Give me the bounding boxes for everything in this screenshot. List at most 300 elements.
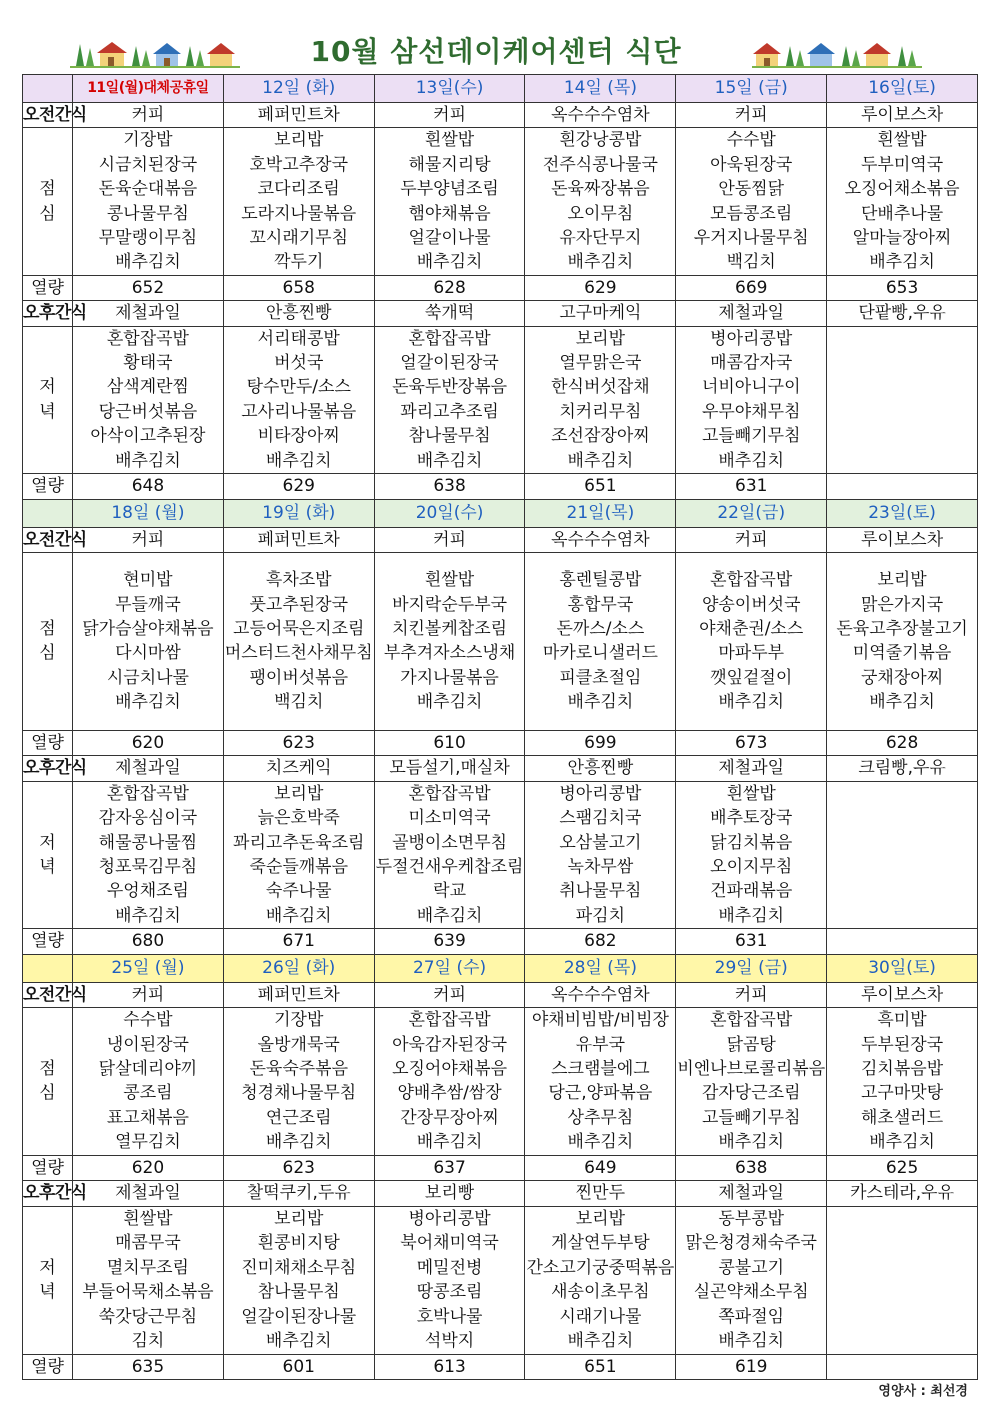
menu-item: 배추김치	[265, 450, 332, 471]
calorie-value: 649	[525, 1155, 676, 1180]
dinner-row	[23, 326, 978, 473]
am-snack-item: 옥수수수염차	[525, 982, 676, 1007]
menu-item: 취나물무침	[559, 881, 642, 902]
menu-item: 배추김치	[416, 905, 483, 926]
menu-item: 오징어채소볶음	[844, 179, 960, 200]
menu-item: 닭가슴살야채볶음	[82, 619, 214, 639]
menu-item: 배추김치	[567, 1132, 634, 1153]
lunch-menu	[374, 128, 525, 275]
am-snack-item: 커피	[374, 103, 525, 128]
menu-item: 진미채채소무침	[241, 1257, 357, 1278]
menu-item: 기장밥	[123, 130, 173, 151]
menu-item: 당근,양파볶음	[548, 1083, 653, 1104]
menu-item: 배추김치	[718, 1331, 785, 1352]
menu-item: 쪽파절임	[718, 1306, 785, 1327]
pm-snack-item: 카스테라,우유	[827, 1181, 978, 1206]
menu-item: 감자옹심이국	[98, 808, 198, 829]
calorie-value: 699	[525, 730, 676, 755]
pm-snack-row	[23, 1181, 978, 1206]
menu-item: 게살연두부탕	[551, 1233, 650, 1254]
meal-plan-table	[22, 74, 978, 1380]
date-header: 16일(토)	[827, 75, 978, 103]
menu-item: 병아리콩밥	[408, 1209, 491, 1230]
menu-item: 보리밥	[274, 130, 324, 151]
calorie-value: 653	[827, 275, 978, 300]
menu-item: 머스터드천사채무침	[224, 643, 373, 664]
pm-snack-item: 안흥찐빵	[223, 301, 374, 326]
pm-snack-item: 제철과일	[73, 756, 224, 781]
menu-item: 배추김치	[416, 450, 483, 471]
lunch-menu	[827, 552, 978, 730]
menu-item: 배추김치	[115, 252, 181, 273]
pm-snack-item: 제철과일	[676, 756, 827, 781]
am-snack-label: 오전간식	[23, 982, 73, 1007]
lunch-menu	[525, 1007, 676, 1155]
menu-item: 서리태콩밥	[257, 328, 340, 349]
menu-item: 열무맑은국	[559, 353, 642, 374]
menu-item: 녹차무쌈	[567, 856, 634, 877]
calorie-value: 629	[223, 474, 374, 499]
menu-item: 메밀전병	[416, 1257, 483, 1278]
pm-snack-row	[23, 756, 978, 781]
menu-item: 꼬시래기무침	[249, 228, 349, 249]
date-header: 12일 (화)	[223, 75, 374, 103]
menu-item: 땅콩조림	[416, 1282, 483, 1303]
menu-item: 배추김치	[869, 692, 935, 713]
am-snack-item: 옥수수수염차	[525, 527, 676, 552]
menu-item: 돈육두반장볶음	[392, 377, 508, 398]
menu-item: 배추김치	[115, 905, 181, 926]
dinner-row	[23, 1206, 978, 1354]
menu-item: 파김치	[575, 905, 626, 926]
menu-item: 야채비빔밥/비빔장	[531, 1010, 669, 1031]
menu-item: 닭김치볶음	[710, 832, 793, 853]
menu-item: 청경채나물무침	[241, 1083, 357, 1104]
menu-item: 참나물무침	[408, 426, 491, 447]
menu-item: 고들빼기무침	[701, 1107, 801, 1128]
menu-item: 고등어묵은지조림	[233, 619, 365, 639]
menu-item: 냉이된장국	[106, 1034, 189, 1055]
menu-item: 홍렌틸콩밥	[559, 570, 642, 591]
menu-item: 아욱된장국	[710, 154, 793, 175]
menu-item: 꽈리고추돈육조림	[233, 832, 365, 853]
am-snack-item: 커피	[73, 982, 224, 1007]
menu-item: 버섯국	[274, 353, 324, 374]
menu-item: 부들어묵채소볶음	[82, 1282, 214, 1303]
menu-item: 보리밥	[575, 328, 626, 349]
calorie-value: 625	[827, 1155, 978, 1180]
menu-item: 배추김치	[115, 450, 181, 471]
lunch-label-char: 심	[39, 1083, 56, 1104]
menu-item: 돈육순대볶음	[98, 179, 198, 200]
menu-item: 알마늘장아찌	[852, 228, 952, 249]
date-header: 25일 (월)	[73, 954, 224, 982]
menu-item: 배추김치	[416, 252, 483, 273]
menu-item: 삼색계란찜	[106, 377, 189, 398]
menu-item: 골뱅이소면무침	[392, 832, 508, 853]
dinner-calorie-row	[23, 474, 978, 499]
lunch-menu	[374, 552, 525, 730]
dinner-menu	[73, 1206, 224, 1354]
lunch-menu	[73, 128, 224, 275]
menu-item: 우엉채조림	[106, 881, 189, 902]
menu-item: 두부양념조림	[400, 179, 499, 200]
pm-snack-label: 오후간식	[23, 756, 73, 781]
calorie-value: 613	[374, 1354, 525, 1379]
corner-cell	[23, 75, 73, 103]
date-header: 21일(목)	[525, 499, 676, 527]
menu-item: 북어채미역국	[400, 1233, 499, 1254]
menu-item: 돈육숙주볶음	[249, 1059, 349, 1080]
am-snack-item: 루이보스차	[827, 982, 978, 1007]
menu-item: 혼합잡곡밥	[710, 1010, 793, 1031]
date-header: 11일(월)대체공휴일	[73, 75, 224, 103]
lunch-label-char: 점	[39, 1059, 56, 1080]
menu-item: 배추김치	[265, 905, 332, 926]
menu-item: 풋고추된장국	[249, 594, 349, 615]
calorie-value: 638	[374, 474, 525, 499]
lunch-menu	[73, 552, 224, 730]
menu-item: 병아리콩밥	[710, 328, 793, 349]
date-header: 22일(금)	[676, 499, 827, 527]
menu-item: 열무김치	[115, 1132, 181, 1153]
lunch-calorie-row	[23, 1155, 978, 1180]
menu-item: 홍합무국	[567, 594, 634, 615]
corner-cell	[23, 954, 73, 982]
menu-item: 마파두부	[718, 643, 785, 664]
menu-item: 혼합잡곡밥	[710, 570, 793, 591]
lunch-menu	[223, 552, 374, 730]
menu-item: 닭곰탕	[726, 1034, 776, 1055]
pm-snack-item: 제철과일	[676, 301, 827, 326]
menu-item: 흰강낭콩밥	[559, 130, 642, 151]
menu-item: 모듬콩조림	[710, 203, 793, 224]
menu-item: 치커리무침	[559, 401, 642, 422]
calorie-value: 635	[73, 1354, 224, 1379]
menu-item: 혼합잡곡밥	[408, 783, 491, 804]
pm-snack-item: 찐만두	[525, 1181, 676, 1206]
dinner-menu	[223, 781, 374, 928]
menu-item: 스크램블에그	[551, 1059, 650, 1080]
dinner-menu	[223, 326, 374, 473]
lunch-row	[23, 128, 978, 275]
menu-item: 건파래볶음	[710, 881, 793, 902]
menu-item: 배추김치	[567, 252, 634, 273]
menu-item: 감자당근조림	[701, 1083, 801, 1104]
menu-item: 너비아니구이	[701, 377, 801, 398]
am-snack-item: 커피	[73, 103, 224, 128]
menu-item: 닭살데리야끼	[98, 1059, 198, 1080]
lunch-label-char: 심	[39, 643, 56, 664]
date-header: 29일 (금)	[676, 954, 827, 982]
menu-item: 아삭이고추된장	[90, 426, 206, 447]
date-header: 28일 (목)	[525, 954, 676, 982]
menu-item: 호박고추장국	[249, 154, 349, 175]
menu-item: 수수밥	[726, 130, 776, 151]
am-snack-item: 루이보스차	[827, 103, 978, 128]
calorie-label: 열량	[23, 1155, 73, 1180]
menu-item: 돈까스/소스	[556, 619, 645, 639]
menu-item: 오삼불고기	[559, 832, 642, 853]
corner-cell	[23, 499, 73, 527]
menu-item: 우무야채무침	[701, 401, 801, 422]
dinner-label-char: 녁	[39, 401, 56, 422]
menu-item: 맑은청경채숙주국	[685, 1233, 817, 1254]
menu-item: 병아리콩밥	[559, 783, 642, 804]
dinner-menu	[374, 326, 525, 473]
menu-item: 상추무침	[567, 1107, 634, 1128]
lunch-menu	[676, 552, 827, 730]
menu-item: 흰쌀밥	[424, 130, 475, 151]
dinner-menu	[827, 326, 978, 473]
menu-item: 기장밥	[274, 1010, 324, 1031]
menu-item: 청포묵김무침	[98, 856, 198, 877]
menu-item: 안동찜닭	[718, 179, 785, 200]
menu-item: 고들빼기무침	[701, 426, 801, 447]
menu-item: 깻잎겉절이	[710, 667, 793, 688]
menu-item: 간장무장아찌	[400, 1107, 499, 1128]
menu-item: 두부된장국	[861, 1034, 944, 1055]
dinner-menu	[676, 1206, 827, 1354]
dinner-menu	[374, 781, 525, 928]
calorie-label: 열량	[23, 275, 73, 300]
am-snack-item: 페퍼민트차	[223, 527, 374, 552]
lunch-menu	[827, 1007, 978, 1155]
page-header	[0, 0, 992, 74]
date-row	[23, 499, 978, 527]
menu-item: 황태국	[123, 353, 173, 374]
menu-item: 피클초절임	[559, 667, 642, 688]
pm-snack-item: 찰떡쿠키,두유	[223, 1181, 374, 1206]
calorie-value: 682	[525, 929, 676, 954]
calorie-value: 628	[374, 275, 525, 300]
menu-item: 오이무침	[567, 203, 634, 224]
menu-item: 고사리나물볶음	[241, 401, 357, 422]
calorie-value: 631	[676, 929, 827, 954]
dinner-label-char: 저	[39, 377, 56, 398]
dinner-label-char: 저	[39, 832, 56, 853]
dinner-menu	[223, 1206, 374, 1354]
menu-item: 간소고기궁중떡볶음	[526, 1257, 675, 1278]
menu-item: 비엔나브로콜리볶음	[677, 1059, 826, 1080]
menu-item: 전주식콩나물국	[542, 154, 658, 175]
calorie-value: 610	[374, 730, 525, 755]
pm-snack-label: 오후간식	[23, 1181, 73, 1206]
menu-item: 배추김치	[869, 1132, 935, 1153]
calorie-value: 651	[525, 474, 676, 499]
date-header: 26일 (화)	[223, 954, 374, 982]
pm-snack-label: 오후간식	[23, 301, 73, 326]
calorie-value	[827, 1354, 978, 1379]
am-snack-item: 루이보스차	[827, 527, 978, 552]
dinner-menu	[374, 1206, 525, 1354]
menu-item: 연근조림	[265, 1107, 332, 1128]
am-snack-label: 오전간식	[23, 103, 73, 128]
lunch-menu	[525, 552, 676, 730]
menu-item: 오징어야채볶음	[392, 1059, 508, 1080]
lunch-label-char: 점	[39, 619, 56, 639]
menu-item: 호박나물	[416, 1306, 483, 1327]
menu-item: 미역줄기볶음	[852, 643, 952, 664]
date-row	[23, 75, 978, 103]
menu-item: 죽순들깨볶음	[249, 856, 349, 877]
menu-item: 새송이초무침	[551, 1282, 650, 1303]
calorie-value	[827, 474, 978, 499]
menu-item: 흰쌀밥	[424, 570, 475, 591]
menu-item: 수수밥	[123, 1010, 173, 1031]
pm-snack-item: 치즈케익	[223, 756, 374, 781]
pm-snack-item: 쑥개떡	[374, 301, 525, 326]
dinner-menu	[525, 781, 676, 928]
menu-item: 배추김치	[567, 1331, 634, 1352]
menu-item: 깍두기	[274, 252, 324, 273]
menu-item: 동부콩밥	[718, 1209, 785, 1230]
date-header: 23일(토)	[827, 499, 978, 527]
menu-item: 백김치	[726, 252, 776, 273]
dinner-menu	[827, 781, 978, 928]
menu-item: 꽈리고추조림	[400, 401, 499, 422]
menu-item: 두절건새우케찹조림	[375, 856, 524, 877]
menu-item: 가지나물볶음	[400, 667, 499, 688]
menu-item: 배추김치	[115, 692, 181, 713]
calorie-value: 619	[676, 1354, 827, 1379]
pm-snack-item: 제철과일	[676, 1181, 827, 1206]
lunch-label-char: 심	[39, 203, 56, 224]
am-snack-row	[23, 103, 978, 128]
menu-item: 햄야채볶음	[408, 203, 491, 224]
calorie-label: 열량	[23, 929, 73, 954]
am-snack-item: 커피	[73, 527, 224, 552]
menu-item: 콩불고기	[718, 1257, 785, 1278]
menu-item: 매콤무국	[115, 1233, 181, 1254]
calorie-value: 631	[676, 474, 827, 499]
dinner-calorie-row	[23, 1354, 978, 1379]
lunch-calorie-row	[23, 730, 978, 755]
calorie-value: 658	[223, 275, 374, 300]
menu-item: 배추김치	[718, 905, 785, 926]
am-snack-row	[23, 527, 978, 552]
menu-item: 비타장아찌	[257, 426, 340, 447]
menu-item: 마카로니샐러드	[542, 643, 658, 664]
menu-item: 참나물무침	[257, 1282, 340, 1303]
am-snack-item: 페퍼민트차	[223, 103, 374, 128]
calorie-value: 601	[223, 1354, 374, 1379]
menu-item: 미소미역국	[408, 808, 491, 829]
menu-item: 락교	[433, 881, 466, 902]
am-snack-item: 커피	[374, 982, 525, 1007]
menu-item: 시래기나물	[559, 1306, 642, 1327]
am-snack-item: 커피	[676, 527, 827, 552]
calorie-value: 669	[676, 275, 827, 300]
lunch-menu	[73, 1007, 224, 1155]
dinner-menu	[525, 1206, 676, 1354]
menu-item: 보리밥	[274, 1209, 324, 1230]
date-row	[23, 954, 978, 982]
village-decoration-icon	[752, 38, 922, 68]
menu-item: 흰쌀밥	[726, 783, 776, 804]
menu-item: 배추김치	[567, 450, 634, 471]
dinner-menu	[73, 326, 224, 473]
dinner-calorie-row	[23, 929, 978, 954]
dinner-label-char: 저	[39, 1257, 56, 1278]
menu-item: 다시마쌈	[115, 643, 181, 664]
calorie-value: 623	[223, 1155, 374, 1180]
pm-snack-item: 제철과일	[73, 301, 224, 326]
menu-item: 당근버섯볶음	[98, 401, 198, 422]
dinner-label	[23, 1206, 73, 1354]
calorie-label: 열량	[23, 1354, 73, 1379]
lunch-menu	[676, 1007, 827, 1155]
lunch-row	[23, 1007, 978, 1155]
menu-item: 석박지	[424, 1331, 475, 1352]
menu-item: 흰쌀밥	[123, 1209, 173, 1230]
menu-item: 쑥갓당근무침	[98, 1306, 198, 1327]
calorie-value: 651	[525, 1354, 676, 1379]
calorie-label: 열량	[23, 730, 73, 755]
am-snack-label: 오전간식	[23, 527, 73, 552]
menu-item: 표고채볶음	[106, 1107, 189, 1128]
menu-item: 무들깨국	[115, 594, 181, 615]
menu-item: 혼합잡곡밥	[408, 1010, 491, 1031]
date-header: 18일 (월)	[73, 499, 224, 527]
menu-item: 늙은호박죽	[257, 808, 340, 829]
pm-snack-item: 크림빵,우유	[827, 756, 978, 781]
menu-item: 보리밥	[877, 570, 927, 591]
menu-item: 해물콩나물찜	[98, 832, 198, 853]
pm-snack-item: 단팥빵,우유	[827, 301, 978, 326]
menu-item: 배추김치	[718, 1132, 785, 1153]
menu-item: 배추김치	[718, 692, 785, 713]
date-header: 30일(토)	[827, 954, 978, 982]
lunch-menu	[525, 128, 676, 275]
menu-item: 부추겨자소스냉채	[383, 643, 516, 664]
menu-item: 백김치	[274, 692, 324, 713]
dinner-menu	[827, 1206, 978, 1354]
menu-item: 배추토장국	[710, 808, 793, 829]
dinner-label-char: 녁	[39, 1282, 56, 1303]
menu-item: 맑은가지국	[861, 594, 944, 615]
menu-item: 배추김치	[869, 252, 935, 273]
lunch-calorie-row	[23, 275, 978, 300]
pm-snack-item: 모듬설기,매실차	[374, 756, 525, 781]
menu-item: 배추김치	[265, 1331, 332, 1352]
menu-item: 흑미밥	[877, 1010, 927, 1031]
lunch-menu	[827, 128, 978, 275]
menu-item: 숙주나물	[265, 881, 332, 902]
menu-item: 유부국	[575, 1034, 626, 1055]
menu-item: 단배추나물	[861, 203, 944, 224]
page-title: 10월 삼선데이케어센터 식단	[310, 35, 682, 68]
dinner-menu	[676, 781, 827, 928]
menu-item: 해초샐러드	[861, 1107, 944, 1128]
menu-item: 보리밥	[274, 783, 324, 804]
menu-item: 얼갈이된장국	[400, 353, 499, 374]
calorie-value: 629	[525, 275, 676, 300]
date-header: 27일 (수)	[374, 954, 525, 982]
calorie-value: 620	[73, 1155, 224, 1180]
menu-item: 흰쌀밥	[877, 130, 927, 151]
calorie-value: 673	[676, 730, 827, 755]
menu-item: 김치	[131, 1331, 165, 1352]
am-snack-item: 옥수수수염차	[525, 103, 676, 128]
date-header: 15일 (금)	[676, 75, 827, 103]
menu-item: 야채춘권/소스	[699, 619, 804, 639]
menu-item: 팽이버섯볶음	[249, 667, 349, 688]
menu-item: 돈육짜장볶음	[551, 179, 650, 200]
menu-item: 해물지리탕	[408, 154, 491, 175]
menu-item: 얼갈이나물	[408, 228, 491, 249]
dinner-label	[23, 781, 73, 928]
